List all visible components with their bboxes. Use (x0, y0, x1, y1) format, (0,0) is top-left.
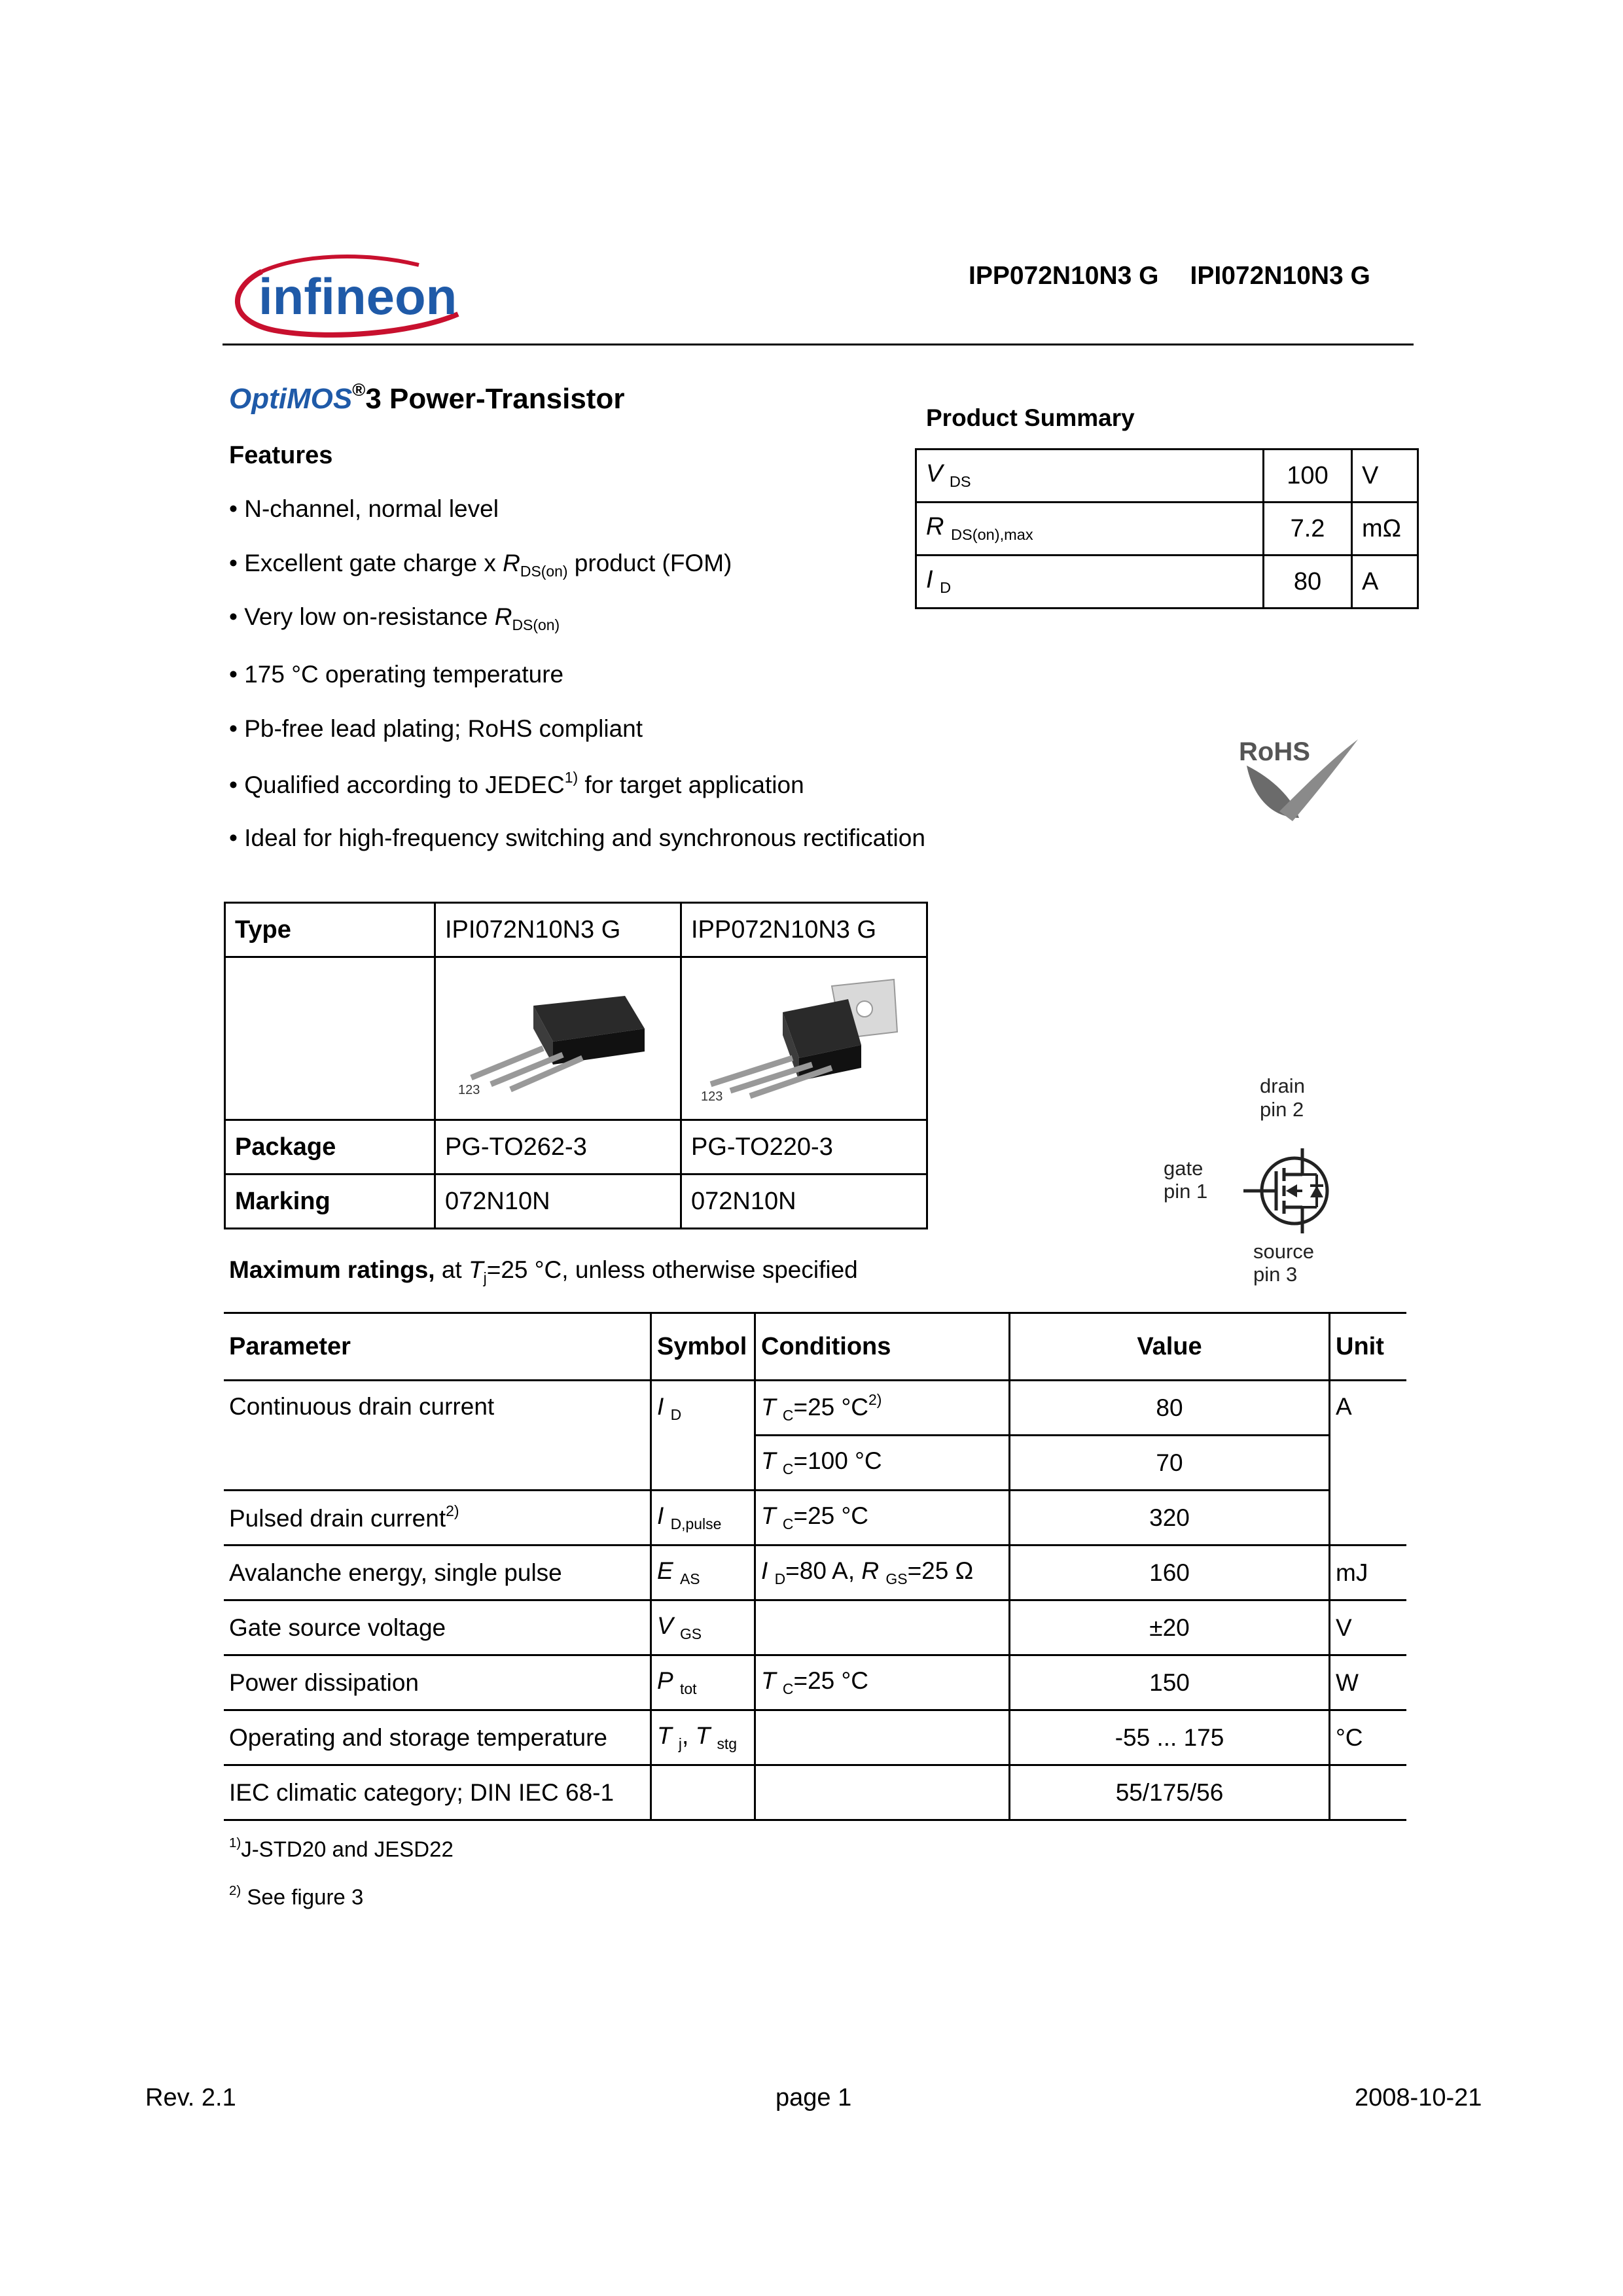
infineon-logo (223, 249, 471, 347)
value-cell: 55/175/56 (1010, 1765, 1330, 1820)
footnote: $^{2)}$ See figure 3 (229, 1883, 364, 1909)
mosfet-symbol-icon (1164, 1074, 1342, 1296)
logo-wordmark: infineon (259, 268, 457, 325)
feature-item: • 175 °C operating temperature (229, 661, 564, 688)
value-cell: 320 (1010, 1491, 1330, 1545)
drain-label: drain (1260, 1074, 1305, 1097)
table-row (224, 1381, 1406, 1436)
conditions-cell (755, 1710, 1010, 1765)
col-header-symbol: Symbol (651, 1313, 755, 1381)
product-summary-heading: Product Summary (926, 404, 1135, 431)
value-cell: -55 ... 175 (1010, 1710, 1330, 1765)
symbol-cell: T $_j$, T $_{stg}$ (651, 1710, 755, 1765)
symbol-cell: E $_{AS}$ (651, 1545, 755, 1600)
col-header-parameter: Parameter (224, 1313, 651, 1381)
ps-unit: V (1352, 450, 1418, 503)
footer-page-number: page 1 (776, 2084, 852, 2111)
part-number-ipi: IPI072N10N3 G (1190, 262, 1370, 290)
marking-value-ipp: 072N10N (681, 1174, 927, 1229)
table-row (225, 1120, 927, 1174)
package-label: Package (225, 1120, 435, 1174)
unit-cell: °C (1330, 1710, 1407, 1765)
symbol-cell: I $_{D,pulse}$ (651, 1491, 755, 1545)
param-cell: Pulsed drain current$^{2)}$ (224, 1491, 651, 1545)
drain-pin-label: pin 2 (1260, 1098, 1304, 1121)
feature-item: • N-channel, normal level (229, 495, 499, 522)
param-cell: Avalanche energy, single pulse (224, 1545, 651, 1600)
title-brand-mos: MOS (286, 383, 353, 415)
table-row (224, 1545, 1406, 1600)
ps-symbol: I $_D$ (916, 556, 1264, 609)
symbol-cell: V $_{GS}$ (651, 1600, 755, 1655)
param-cell: IEC climatic category; DIN IEC 68-1 (224, 1765, 651, 1820)
value-cell: ±20 (1010, 1600, 1330, 1655)
value-cell: 150 (1010, 1655, 1330, 1710)
source-pin-label: pin 3 (1253, 1263, 1298, 1286)
features-heading: Features (229, 442, 333, 469)
table-header-row (224, 1313, 1406, 1381)
table-row (224, 1655, 1406, 1710)
conditions-cell (755, 1765, 1010, 1820)
package-image-to262 (435, 957, 681, 1120)
title-rest: 3 Power-Transistor (365, 383, 625, 415)
ps-unit: mΩ (1352, 503, 1418, 556)
ps-value: 80 (1264, 556, 1352, 609)
col-header-value: Value (1010, 1313, 1330, 1381)
package-value-ipp: PG-TO220-3 (681, 1120, 927, 1174)
symbol-cell: I $_D$ (651, 1381, 755, 1491)
table-row (224, 1765, 1406, 1820)
footer-date: 2008-10-21 (1355, 2084, 1482, 2111)
value-cell: 160 (1010, 1545, 1330, 1600)
value-cell: 80 (1010, 1381, 1330, 1436)
empty-cell (225, 957, 435, 1120)
unit-cell (1330, 1765, 1407, 1820)
part-number-ipp: IPP072N10N3 G (969, 262, 1159, 290)
table-row (916, 556, 1418, 609)
page-title (229, 380, 624, 415)
symbol-cell (651, 1765, 755, 1820)
title-brand-opti: Opti (229, 383, 287, 415)
max-ratings-table (224, 1312, 1406, 1821)
marking-value-ipi: 072N10N (435, 1174, 681, 1229)
unit-cell: V (1330, 1600, 1407, 1655)
conditions-cell: T $_C$=25 °C (755, 1491, 1010, 1545)
marking-label: Marking (225, 1174, 435, 1229)
ps-unit: A (1352, 556, 1418, 609)
ps-value: 7.2 (1264, 503, 1352, 556)
table-row (225, 903, 927, 957)
package-image-to220 (681, 957, 927, 1120)
type-value-ipi: IPI072N10N3 G (435, 903, 681, 957)
svg-text:123: 123 (458, 1083, 480, 1097)
conditions-cell: T $_C$=25 °C (755, 1655, 1010, 1710)
col-header-unit: Unit (1330, 1313, 1407, 1381)
source-label: source (1253, 1240, 1315, 1263)
conditions-cell (755, 1600, 1010, 1655)
ps-symbol: R $_{DS(on),max}$ (916, 503, 1264, 556)
table-row (224, 1491, 1406, 1545)
footer-revision: Rev. 2.1 (145, 2084, 236, 2111)
table-row (916, 450, 1418, 503)
param-cell: Power dissipation (224, 1655, 651, 1710)
conditions-cell: I $_D$=80 A, R $_{GS}$=25 Ω (755, 1545, 1010, 1600)
table-row (916, 503, 1418, 556)
feature-item: • Excellent gate charge x $R_{DS(on)}$ product (FOM) (229, 550, 732, 580)
title-reg-mark: ® (352, 380, 366, 400)
ps-value: 100 (1264, 450, 1352, 503)
package-value-ipi: PG-TO262-3 (435, 1120, 681, 1174)
feature-item: • Qualified according to JEDEC$^{1)}$ for target application (229, 769, 804, 799)
svg-text:RoHS: RoHS (1239, 737, 1310, 766)
feature-item: • Very low on-resistance $R_{DS(on)}$ (229, 603, 560, 634)
symbol-cell: P $_{tot}$ (651, 1655, 755, 1710)
unit-cell: A (1336, 1393, 1352, 1420)
unit-cell: mJ (1330, 1545, 1407, 1600)
type-label: Type (225, 903, 435, 957)
unit-cell: W (1330, 1655, 1407, 1710)
max-ratings-heading: Maximum ratings, at $T_j=25$ °C, unless otherwise specified (229, 1256, 858, 1287)
part-numbers (969, 262, 1370, 291)
product-summary-table (915, 448, 1419, 609)
param-cell: Gate source voltage (224, 1600, 651, 1655)
table-row (225, 1174, 927, 1229)
col-header-conditions: Conditions (755, 1313, 1010, 1381)
type-table (224, 902, 928, 1229)
param-cell: Continuous drain current (229, 1393, 495, 1420)
feature-item: • Pb-free lead plating; RoHS compliant (229, 715, 643, 742)
param-cell: Operating and storage temperature (224, 1710, 651, 1765)
conditions-cell: T $_C$=25 $^\circ C^{2)}$ (755, 1381, 1010, 1436)
rohs-badge-icon (1234, 726, 1364, 824)
feature-item: • Ideal for high-frequency switching and synchronous rectification (229, 824, 925, 851)
svg-text:123: 123 (701, 1089, 723, 1104)
table-row (224, 1600, 1406, 1655)
table-row (224, 1710, 1406, 1765)
type-value-ipp: IPP072N10N3 G (681, 903, 927, 957)
gate-pin-label: pin 1 (1164, 1180, 1208, 1203)
header-divider (223, 344, 1414, 345)
conditions-cell: T $_C$=100 °C (755, 1436, 1010, 1491)
table-row (225, 957, 927, 1120)
ps-symbol: V $_{DS}$ (916, 450, 1264, 503)
gate-label: gate (1164, 1157, 1204, 1180)
value-cell: 70 (1010, 1436, 1330, 1491)
footnote: $^{1)}$J-STD20 and JESD22 (229, 1835, 454, 1862)
